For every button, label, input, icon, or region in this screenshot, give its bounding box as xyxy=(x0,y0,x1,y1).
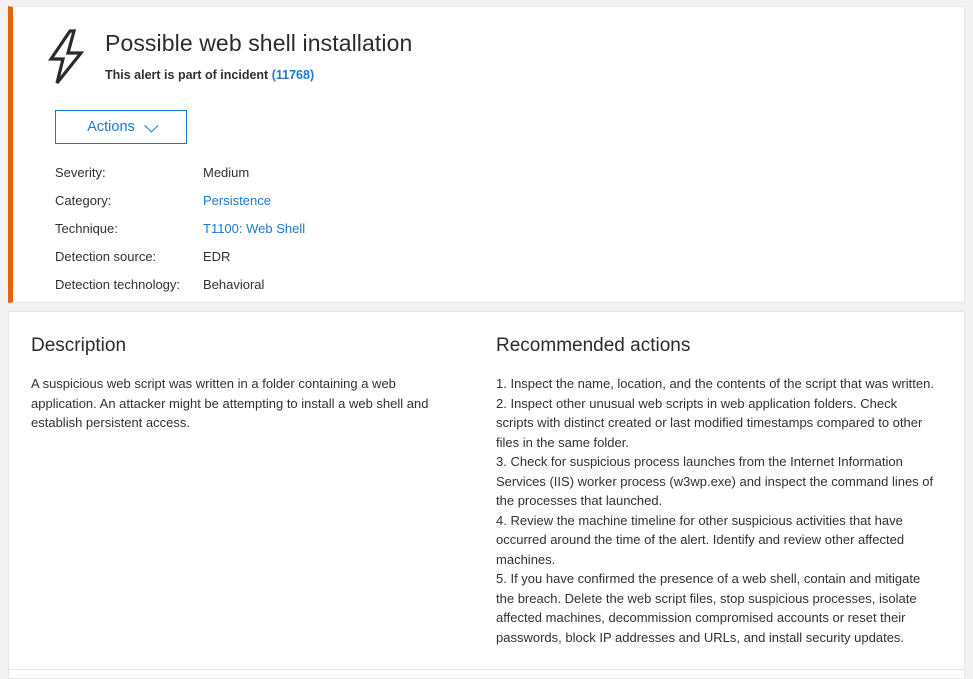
table-row xyxy=(55,193,305,221)
recommended-actions-heading: Recommended actions xyxy=(496,335,691,356)
panel-bottom-edge xyxy=(8,670,965,679)
alert-summary-card xyxy=(8,6,965,303)
property-value: EDR xyxy=(203,249,231,264)
description-heading: Description xyxy=(31,335,127,356)
table-row xyxy=(55,249,305,277)
alert-header-text xyxy=(105,27,412,82)
list-item: 4. Review the machine timeline for other suspicious activities that have occurred around the time of the alert. Identify and review other affected machines. xyxy=(496,512,905,567)
technique-link[interactable]: T1100: Web Shell xyxy=(203,221,306,236)
description-body: A suspicious web script was written in a folder containing a web application. An attacker might be attempting to install a web shell and establish persistent access. xyxy=(31,376,429,430)
actions-button[interactable] xyxy=(55,110,187,144)
property-value: Medium xyxy=(203,165,250,180)
property-label: Detection technology: xyxy=(55,277,181,292)
property-label: Detection source: xyxy=(55,249,157,264)
table-row xyxy=(55,277,305,305)
property-value xyxy=(203,193,305,221)
alert-header xyxy=(13,7,964,83)
property-value xyxy=(203,221,305,249)
incident-link-row xyxy=(105,68,412,82)
chevron-down-icon xyxy=(144,119,158,133)
list-item: 1. Inspect the name, location, and the contents of the script that was written. xyxy=(496,376,934,391)
table-row xyxy=(55,165,305,193)
recommended-actions-section xyxy=(488,312,964,669)
incident-id-link[interactable]: (11768) xyxy=(271,68,315,82)
recommended-actions-body xyxy=(496,374,936,647)
property-label: Category: xyxy=(55,193,112,208)
list-item: 5. If you have confirmed the presence of a web shell, contain and mitigate the breach. Delete the web script files, stop suspicious processes, isolate affected machines, decommission compromised accounts or reset their passwords, block IP addresses and URLs, and install security updates. xyxy=(496,571,921,645)
lightning-bolt-icon xyxy=(43,29,89,83)
property-value: Behavioral xyxy=(203,277,265,292)
page-title: Possible web shell installation xyxy=(105,30,413,56)
description-section xyxy=(9,312,488,669)
category-link[interactable]: Persistence xyxy=(203,193,271,208)
list-item: 2. Inspect other unusual web scripts in web application folders. Check scripts with distinct created or last modified timestamps compared to other files in the same folder. xyxy=(496,395,923,450)
alert-detail-card xyxy=(8,311,965,670)
property-label: Severity: xyxy=(55,165,106,180)
incident-prefix-text: This alert is part of incident xyxy=(105,68,269,82)
list-item: 3. Check for suspicious process launches from the Internet Information Services (IIS) worker process (w3wp.exe) and inspect the command lines of the processes that launched. xyxy=(496,454,934,508)
actions-button-label: Actions xyxy=(87,119,135,135)
alert-properties-table xyxy=(55,165,305,305)
table-row xyxy=(55,221,305,249)
property-label: Technique: xyxy=(55,221,118,236)
